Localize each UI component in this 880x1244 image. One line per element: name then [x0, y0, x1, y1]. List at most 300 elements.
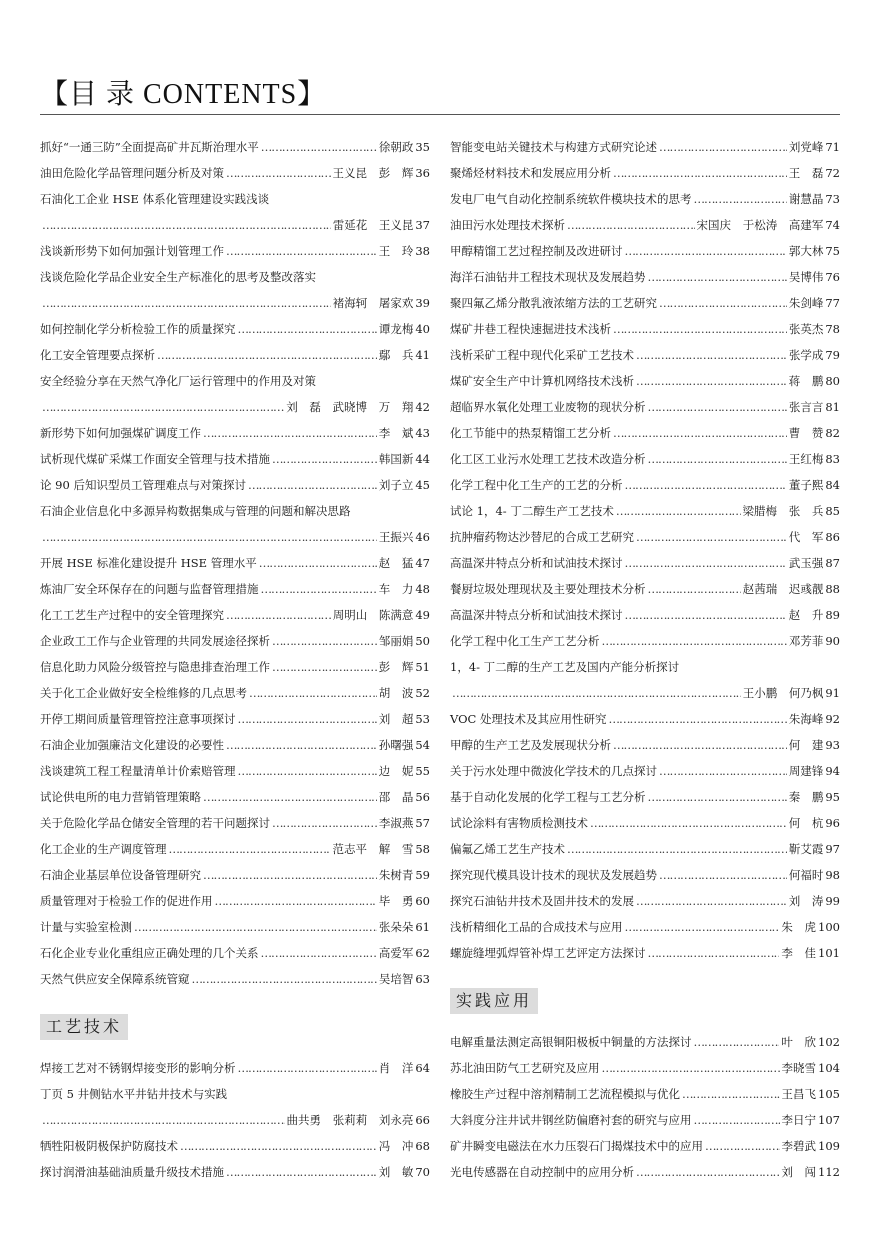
toc-page-number: 43: [415, 426, 430, 440]
toc-entry[interactable]: [450, 1107, 840, 1133]
toc-title: 发电厂电气自动化控制系统软件模块技术的思考: [450, 192, 692, 206]
toc-entry[interactable]: [450, 732, 840, 758]
toc-title: 关于化工企业做好安全检维修的几点思考: [40, 686, 247, 700]
toc-line: [450, 446, 840, 472]
toc-line: [450, 160, 840, 186]
toc-page-number: 72: [825, 166, 840, 180]
toc-meta: [379, 524, 430, 550]
toc-meta: [333, 836, 430, 862]
toc-authors: 何 杭: [788, 816, 824, 830]
leader-dots: [659, 290, 787, 316]
leader-dots: [134, 914, 377, 940]
toc-entry[interactable]: [40, 316, 430, 342]
toc-authors: 边 妮: [378, 764, 414, 778]
toc-meta: [743, 680, 840, 706]
toc-page-number: 53: [415, 712, 430, 726]
toc-entry[interactable]: [450, 1133, 840, 1159]
toc-line: [450, 394, 840, 420]
toc-page-number: 84: [825, 478, 840, 492]
toc-entry[interactable]: [450, 394, 840, 420]
header-rule: [40, 114, 840, 115]
toc-entry[interactable]: [450, 498, 840, 524]
leader-dots: [226, 238, 377, 264]
toc-entry[interactable]: [450, 420, 840, 446]
leader-dots: [238, 706, 377, 732]
toc-line: [40, 966, 430, 992]
toc-title: 大斜度分注井试井钢丝防偏磨衬套的研究与应用: [450, 1113, 692, 1127]
toc-authors: 彭 辉: [378, 660, 414, 674]
toc-entry[interactable]: [40, 186, 430, 238]
toc-meta: [789, 888, 840, 914]
toc-meta: [333, 160, 430, 186]
toc-line: [450, 836, 840, 862]
leader-dots: [261, 134, 377, 160]
toc-entry[interactable]: [450, 888, 840, 914]
toc-authors: 邓芳菲: [788, 634, 824, 648]
toc-authors: 刘 磊 武晓博 万 翔: [286, 400, 414, 414]
toc-line: [450, 914, 840, 940]
toc-entry[interactable]: [40, 1055, 430, 1081]
toc-page-number: 47: [415, 556, 430, 570]
toc-meta: [789, 134, 840, 160]
leader-dots: [226, 732, 377, 758]
toc-line: [450, 134, 840, 160]
toc-authors: 冯 冲: [378, 1139, 414, 1153]
toc-page-number: 99: [825, 894, 840, 908]
leader-dots: [602, 1055, 780, 1081]
toc-meta: [789, 264, 840, 290]
leader-dots: [249, 680, 377, 706]
toc-title: 企业政工工作与企业管理的共同发展途径探析: [40, 634, 270, 648]
toc-title: 浅谈新形势下如何加强计划管理工作: [40, 244, 224, 258]
toc-line: [40, 420, 430, 446]
toc-entry[interactable]: [450, 1029, 840, 1055]
toc-title: 抗肿瘤药物达沙替尼的合成工艺研究: [450, 530, 634, 544]
toc-authors: 邵 晶: [378, 790, 414, 804]
toc-line: [40, 836, 430, 862]
toc-line: [40, 160, 430, 186]
toc-title: 电解重量法测定高银铜阳极板中铜量的方法探讨: [450, 1035, 692, 1049]
toc-line: [450, 420, 840, 446]
toc-meta: [379, 316, 430, 342]
toc-title: 超临界水氧化处理工业废物的现状分析: [450, 400, 646, 414]
leader-dots: [613, 732, 787, 758]
toc-authors: 鄢 兵: [378, 348, 414, 362]
toc-authors: 雷延花 王义昆: [332, 218, 414, 232]
toc-line: [450, 628, 840, 654]
toc-line: [40, 1159, 430, 1185]
toc-line: [450, 212, 840, 238]
toc-page-number: 70: [415, 1165, 430, 1179]
toc-title: 开停工期间质量管理管控注意事项探讨: [40, 712, 236, 726]
toc-title: 抓好“一通三防”全面提高矿井瓦斯治理水平: [40, 140, 259, 154]
toc-authors: 高爱军: [378, 946, 414, 960]
toc-authors: 王红梅: [788, 452, 824, 466]
toc-title: 化工工艺生产过程中的安全管理探究: [40, 608, 224, 622]
toc-page-number: 41: [415, 348, 430, 362]
toc-entry[interactable]: [40, 862, 430, 888]
toc-line: [40, 862, 430, 888]
toc-meta: [379, 576, 430, 602]
toc-meta: [379, 732, 430, 758]
toc-authors: 宋国庆 于松涛 高建军: [696, 218, 824, 232]
leader-dots: [608, 706, 786, 732]
toc-entry[interactable]: [40, 576, 430, 602]
toc-meta: [286, 394, 430, 420]
leader-dots: [625, 238, 787, 264]
toc-meta: [789, 290, 840, 316]
leader-dots: [272, 654, 377, 680]
toc-line: [40, 576, 430, 602]
toc-entry[interactable]: [450, 1159, 840, 1185]
toc-entry[interactable]: [40, 966, 430, 992]
leader-dots: [261, 940, 377, 966]
toc-page-number: 96: [825, 816, 840, 830]
right-toc-list: [450, 134, 840, 966]
toc-authors: 刘 闯: [781, 1165, 817, 1179]
toc-title: 矿井瞬变电磁法在水力压裂石门揭煤技术中的应用: [450, 1139, 703, 1153]
toc-entry[interactable]: [450, 290, 840, 316]
toc-meta: [789, 784, 840, 810]
toc-title: 开展 HSE 标准化建设提升 HSE 管理水平: [40, 556, 257, 570]
leader-dots: [648, 394, 787, 420]
toc-line: [450, 888, 840, 914]
toc-title: 聚烯烃材料技术和发展应用分析: [450, 166, 611, 180]
toc-line: [450, 316, 840, 342]
toc-line: [40, 940, 430, 966]
toc-title: 化学工程中化工生产的工艺的分析: [450, 478, 623, 492]
toc-line: [450, 238, 840, 264]
toc-entry[interactable]: [450, 706, 840, 732]
leader-dots: [625, 472, 787, 498]
toc-authors: 徐朝政: [378, 140, 414, 154]
toc-page-number: 105: [818, 1087, 840, 1101]
toc-entry[interactable]: [40, 758, 430, 784]
toc-title: 化工节能中的热泵精馏工艺分析: [450, 426, 611, 440]
toc-meta: [743, 576, 840, 602]
toc-title: 浅析精细化工品的合成技术与应用: [450, 920, 623, 934]
toc-line: [40, 342, 430, 368]
toc-authors: 刘党峰: [788, 140, 824, 154]
toc-entry[interactable]: [450, 550, 840, 576]
toc-entry[interactable]: [450, 576, 840, 602]
toc-entry[interactable]: [40, 1159, 430, 1185]
toc-entry[interactable]: [450, 446, 840, 472]
toc-line: [450, 862, 840, 888]
leader-dots: [659, 758, 787, 784]
toc-title: 甲醇精馏工艺过程控制及改进研讨: [450, 244, 623, 258]
toc-title: 基于自动化发展的化学工程与工艺分析: [450, 790, 646, 804]
toc-authors: 谢慧晶: [788, 192, 824, 206]
leader-dots: [625, 550, 787, 576]
toc-authors: 王昌飞: [781, 1087, 817, 1101]
toc-entry[interactable]: [450, 134, 840, 160]
leader-dots: [648, 576, 741, 602]
toc-entry[interactable]: [40, 680, 430, 706]
toc-meta-line: [40, 1107, 430, 1133]
toc-entry[interactable]: [40, 420, 430, 446]
toc-line: [450, 940, 840, 966]
toc-meta: [379, 1055, 430, 1081]
toc-entry[interactable]: [450, 524, 840, 550]
toc-authors: 何 建: [788, 738, 824, 752]
toc-meta: [379, 966, 430, 992]
toc-entry[interactable]: [450, 940, 840, 966]
leader-dots: [567, 212, 695, 238]
toc-page-number: 76: [825, 270, 840, 284]
toc-page-number: 90: [825, 634, 840, 648]
leader-dots: [157, 342, 377, 368]
toc-page-number: 78: [825, 322, 840, 336]
toc-entry[interactable]: [40, 940, 430, 966]
toc-entry[interactable]: [450, 212, 840, 238]
leader-dots: [648, 784, 787, 810]
toc-line: [450, 1107, 840, 1133]
toc-authors: 何福时: [788, 868, 824, 882]
toc-meta: [789, 316, 840, 342]
toc-entry[interactable]: [40, 264, 430, 316]
toc-entry[interactable]: [40, 732, 430, 758]
toc-authors: 王义昆 彭 辉: [332, 166, 414, 180]
toc-line: [40, 1055, 430, 1081]
toc-meta: [379, 342, 430, 368]
toc-line: [40, 628, 430, 654]
toc-page-number: 52: [415, 686, 430, 700]
leader-dots: [272, 628, 377, 654]
toc-entry[interactable]: [40, 810, 430, 836]
toc-meta: [789, 446, 840, 472]
left-column: [40, 134, 430, 1185]
toc-entry[interactable]: [40, 1133, 430, 1159]
toc-title: 试析现代煤矿采煤工作面安全管理与技术措施: [40, 452, 270, 466]
toc-line: [450, 1029, 840, 1055]
toc-page-number: 89: [825, 608, 840, 622]
toc-title: 牺牲阳极阴极保护防腐技术: [40, 1139, 178, 1153]
toc-meta: [781, 1029, 840, 1055]
leader-dots: [648, 264, 787, 290]
practice-list: [450, 1029, 840, 1185]
toc-page-number: 102: [818, 1035, 840, 1049]
leader-dots: [625, 914, 780, 940]
toc-entry[interactable]: [40, 602, 430, 628]
toc-entry[interactable]: [450, 238, 840, 264]
toc-entry[interactable]: [450, 472, 840, 498]
toc-authors: 朱海峰: [788, 712, 824, 726]
toc-entry[interactable]: [40, 654, 430, 680]
toc-meta: [789, 758, 840, 784]
toc-page-number: 62: [415, 946, 430, 960]
toc-page-number: 92: [825, 712, 840, 726]
leader-dots: [42, 290, 331, 316]
toc-meta: [789, 160, 840, 186]
toc-authors: 刘 敏: [378, 1165, 414, 1179]
toc-title: 关于污水处理中微波化学技术的几点探讨: [450, 764, 657, 778]
toc-authors: 代 军: [788, 530, 824, 544]
toc-page-number: 37: [415, 218, 430, 232]
toc-meta: [789, 394, 840, 420]
toc-entry[interactable]: [450, 784, 840, 810]
toc-authors: 王小鹏 何乃枫: [742, 686, 824, 700]
toc-entry[interactable]: [40, 1081, 430, 1133]
toc-line: [40, 472, 430, 498]
toc-page-number: 61: [415, 920, 430, 934]
toc-title: 天然气供应安全保障系统管窥: [40, 972, 190, 986]
toc-entry[interactable]: [450, 628, 840, 654]
toc-entry[interactable]: [450, 862, 840, 888]
toc-line: [450, 1159, 840, 1185]
toc-entry[interactable]: [40, 134, 430, 160]
toc-title: 聚四氟乙烯分散乳液浓缩方法的工艺研究: [450, 296, 657, 310]
toc-page-number: 77: [825, 296, 840, 310]
leader-dots: [226, 1159, 377, 1185]
toc-title: 甲醇的生产工艺及发展现状分析: [450, 738, 611, 752]
toc-entry[interactable]: [40, 888, 430, 914]
toc-entry[interactable]: [40, 472, 430, 498]
toc-entry[interactable]: [450, 654, 840, 706]
toc-authors: 张学成: [788, 348, 824, 362]
leader-dots: [694, 186, 787, 212]
toc-entry[interactable]: [450, 264, 840, 290]
toc-page-number: 109: [818, 1139, 840, 1153]
toc-title: 智能变电站关键技术与构建方式研究论述: [450, 140, 657, 154]
toc-page-number: 49: [415, 608, 430, 622]
toc-authors: 赵 升: [788, 608, 824, 622]
toc-title: 质量管理对于检验工作的促进作用: [40, 894, 213, 908]
toc-entry[interactable]: [40, 706, 430, 732]
toc-authors: 张朵朵: [378, 920, 414, 934]
leader-dots: [169, 836, 331, 862]
leader-dots: [625, 602, 787, 628]
toc-meta: [379, 472, 430, 498]
right-column: [450, 134, 840, 1185]
toc-page-number: 94: [825, 764, 840, 778]
toc-page-number: 42: [415, 400, 430, 414]
toc-title: 石油企业基层单位设备管理研究: [40, 868, 201, 882]
toc-entry[interactable]: [40, 342, 430, 368]
leader-dots: [602, 628, 787, 654]
toc-entry[interactable]: [450, 836, 840, 862]
toc-entry[interactable]: [450, 368, 840, 394]
toc-title: 试论 1，4- 丁二醇生产工艺技术: [450, 504, 614, 518]
toc-entry[interactable]: [450, 1081, 840, 1107]
toc-title: 苏北油田防气工艺研究及应用: [450, 1061, 600, 1075]
toc-authors: 刘 涛: [788, 894, 824, 908]
toc-page-number: 38: [415, 244, 430, 258]
toc-entry[interactable]: [40, 160, 430, 186]
toc-page-number: 91: [825, 686, 840, 700]
toc-page-number: 59: [415, 868, 430, 882]
leader-dots: [705, 1133, 780, 1159]
toc-title: 1，4- 丁二醇的生产工艺及国内产能分析探讨: [450, 660, 680, 674]
toc-meta: [789, 706, 840, 732]
section-heading-practice: 实践应用: [450, 988, 538, 1014]
toc-meta: [781, 940, 840, 966]
toc-meta: [782, 1081, 840, 1107]
toc-entry[interactable]: [450, 186, 840, 212]
toc-authors: 李 斌: [378, 426, 414, 440]
toc-meta: [782, 1133, 840, 1159]
toc-authors: 褚海轲 屠家欢: [332, 296, 414, 310]
leader-dots: [659, 134, 787, 160]
toc-entry[interactable]: [450, 602, 840, 628]
toc-meta: [379, 784, 430, 810]
toc-entry[interactable]: [450, 1055, 840, 1081]
leader-dots: [636, 1159, 779, 1185]
toc-entry[interactable]: [40, 628, 430, 654]
leader-dots: [203, 420, 377, 446]
toc-title: 油田污水处理技术探析: [450, 218, 565, 232]
toc-line: [40, 784, 430, 810]
toc-meta: [379, 628, 430, 654]
toc-authors: 刘 超: [378, 712, 414, 726]
leader-dots: [272, 446, 377, 472]
toc-entry[interactable]: [40, 784, 430, 810]
toc-title: 关于危险化学品仓储安全管理的若干问题探讨: [40, 816, 270, 830]
leader-dots: [694, 1107, 780, 1133]
toc-page-number: 85: [825, 504, 840, 518]
leader-dots: [238, 316, 377, 342]
section-heading-wrap: [450, 988, 840, 1015]
toc-entry[interactable]: [40, 836, 430, 862]
leader-dots: [567, 836, 787, 862]
toc-entry[interactable]: [40, 498, 430, 550]
toc-authors: 朱 虎: [781, 920, 817, 934]
toc-entry[interactable]: [40, 368, 430, 420]
toc-entry[interactable]: [40, 238, 430, 264]
toc-entry[interactable]: [40, 550, 430, 576]
toc-page-number: 58: [415, 842, 430, 856]
leader-dots: [192, 966, 377, 992]
leader-dots: [648, 940, 780, 966]
toc-authors: 孙曙强: [378, 738, 414, 752]
toc-authors: 武玉强: [788, 556, 824, 570]
toc-entry[interactable]: [40, 446, 430, 472]
toc-page-number: 81: [825, 400, 840, 414]
toc-line: [450, 706, 840, 732]
toc-page-number: 97: [825, 842, 840, 856]
toc-line: [450, 472, 840, 498]
toc-entry[interactable]: [450, 160, 840, 186]
toc-authors: 吴博伟: [788, 270, 824, 284]
toc-page-number: 64: [415, 1061, 430, 1075]
toc-entry[interactable]: [450, 342, 840, 368]
toc-line: [450, 1055, 840, 1081]
leader-dots: [613, 160, 787, 186]
toc-entry[interactable]: [450, 316, 840, 342]
section-heading-process-tech: 工艺技术: [40, 1014, 128, 1040]
toc-entry[interactable]: [450, 914, 840, 940]
toc-meta: [781, 914, 840, 940]
leader-dots: [238, 1055, 377, 1081]
toc-entry[interactable]: [40, 914, 430, 940]
toc-meta: [379, 914, 430, 940]
toc-page-number: 73: [825, 192, 840, 206]
toc-authors: 王 磊: [788, 166, 824, 180]
toc-entry[interactable]: [450, 758, 840, 784]
toc-authors: 张英杰: [788, 322, 824, 336]
toc-title: 浅析采矿工程中现代化采矿工艺技术: [450, 348, 634, 362]
toc-meta: [379, 446, 430, 472]
toc-meta: [789, 472, 840, 498]
toc-authors: 王 玲: [378, 244, 414, 258]
toc-authors: 范志平 解 雪: [332, 842, 414, 856]
toc-page-number: 79: [825, 348, 840, 362]
toc-title-line: [40, 498, 430, 524]
leader-dots: [648, 446, 787, 472]
toc-entry[interactable]: [450, 810, 840, 836]
toc-title: 油田危险化学品管理问题分析及对策: [40, 166, 224, 180]
leader-dots: [42, 212, 331, 238]
